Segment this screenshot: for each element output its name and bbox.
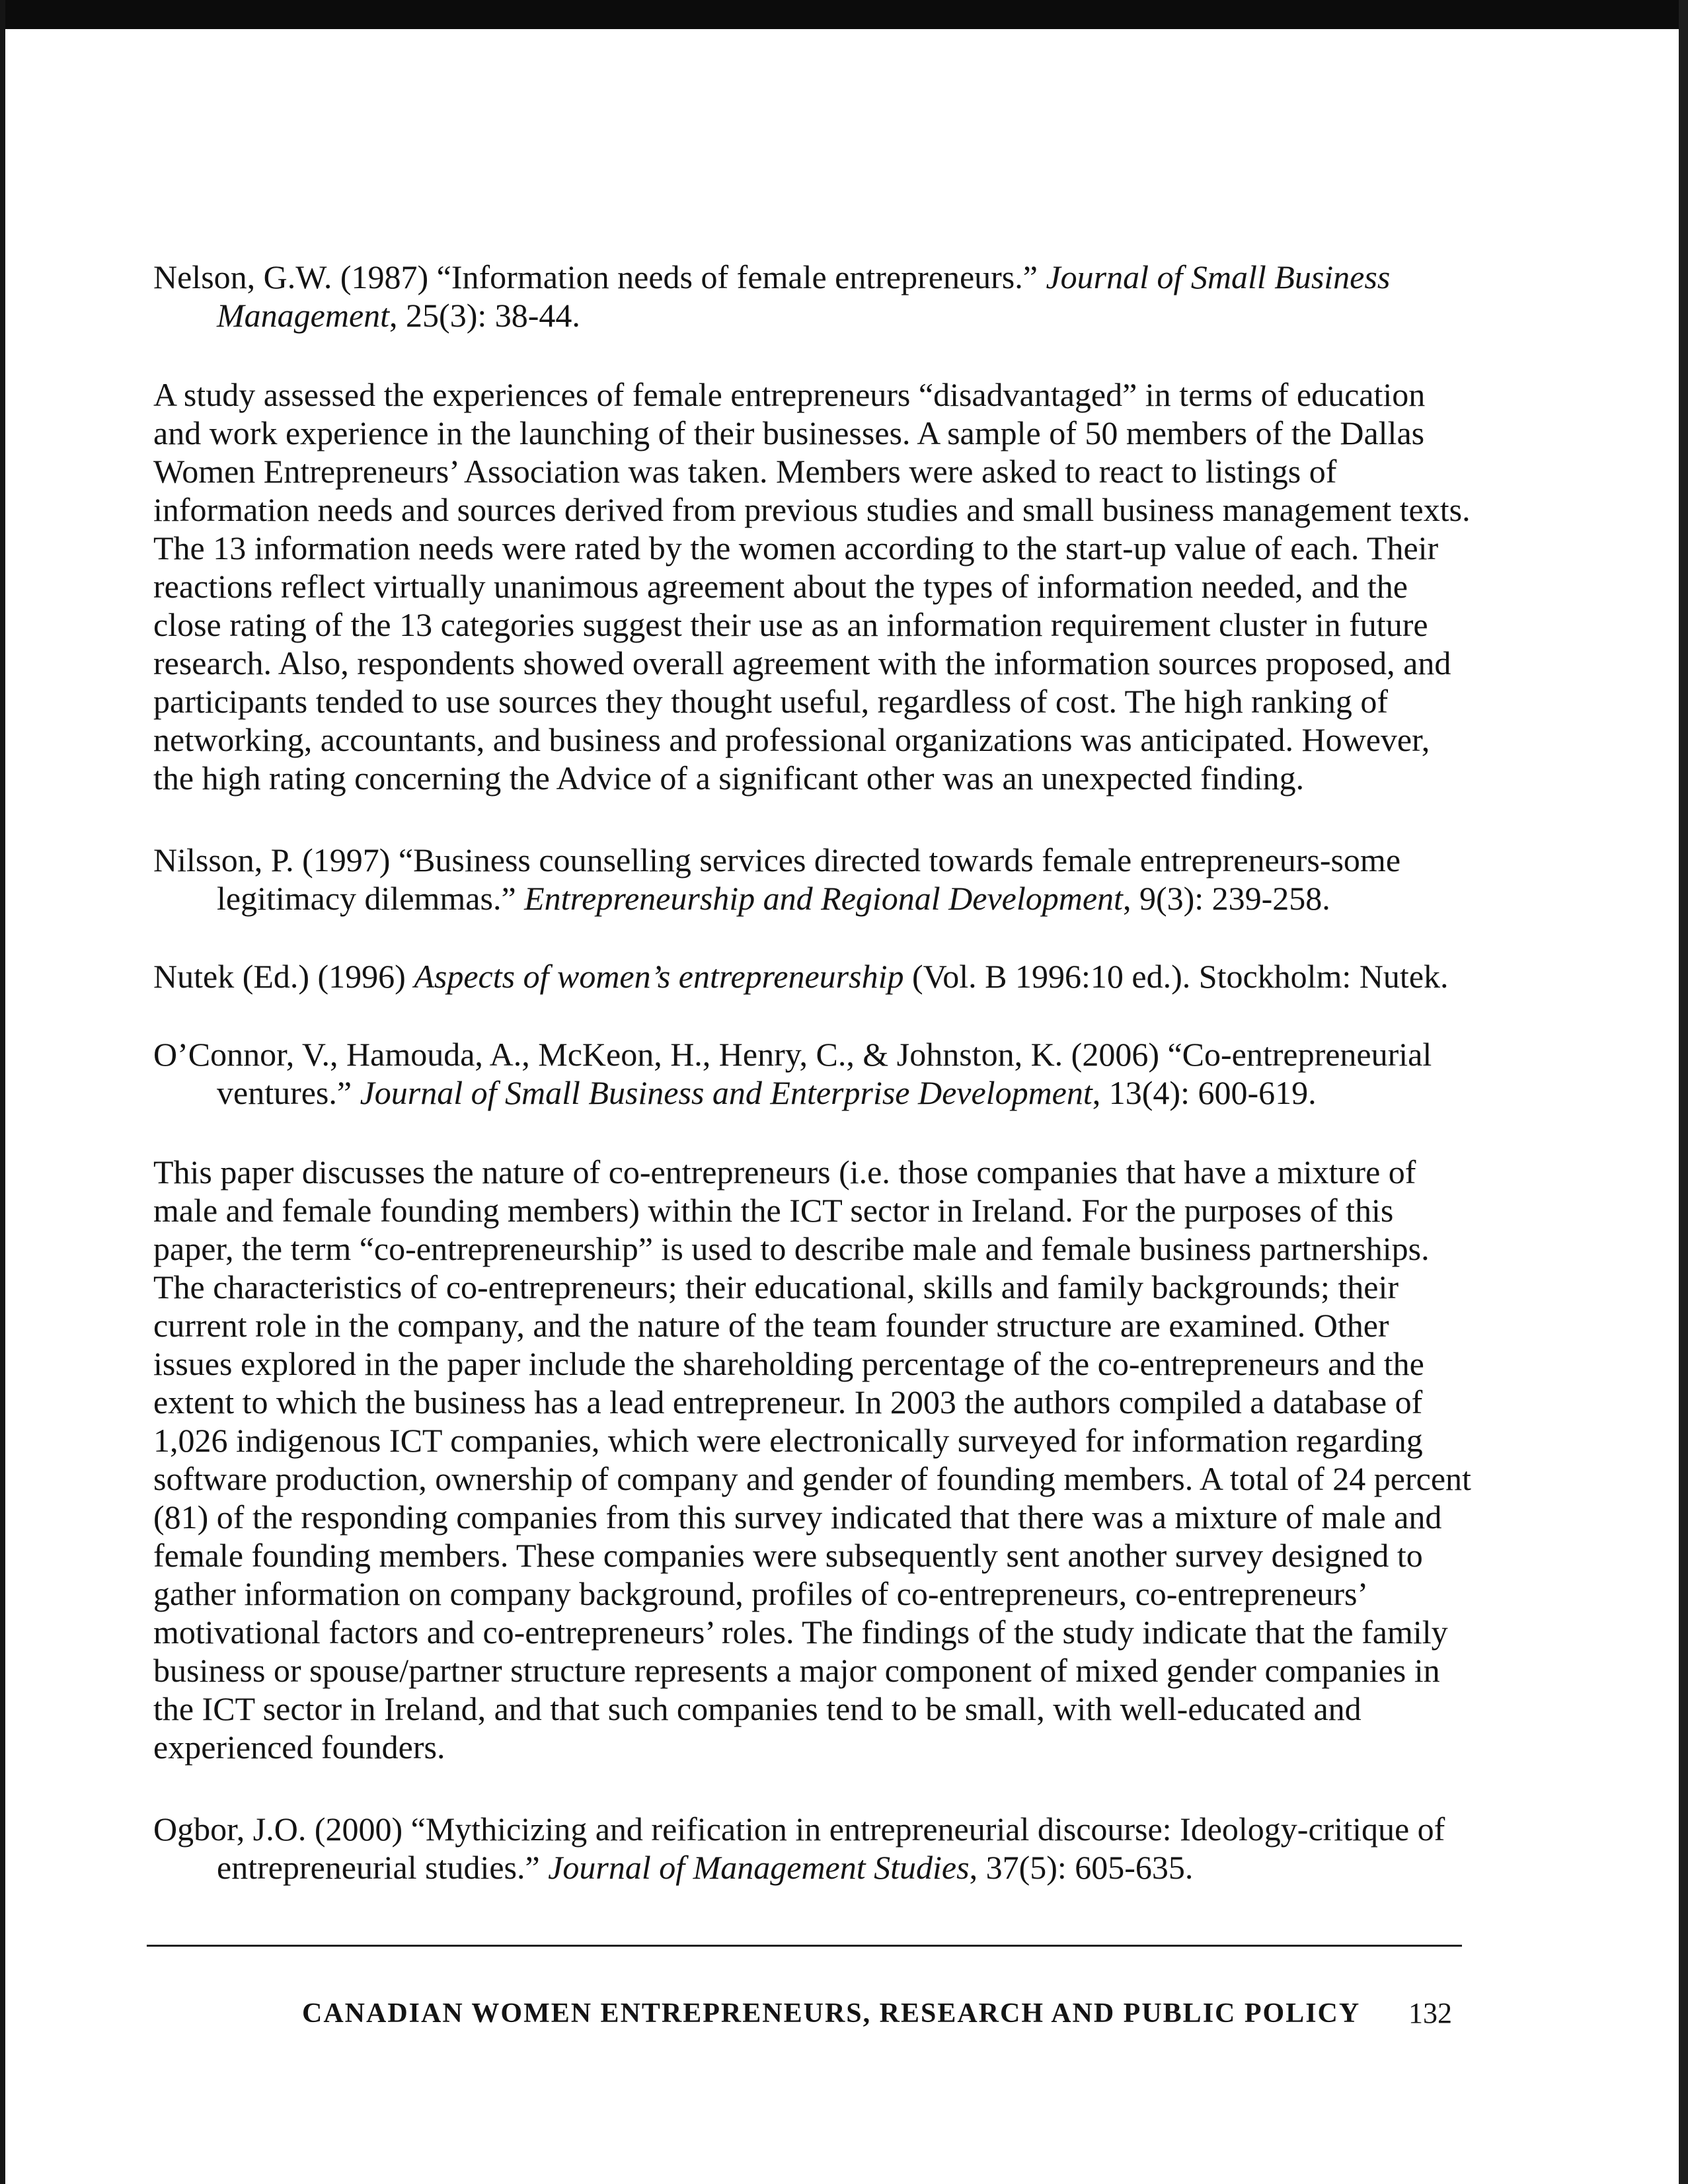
book-title: Aspects of women’s entrepreneurship: [414, 958, 904, 995]
reference-entry: Nilsson, P. (1997) “Business counselling services directed towards female entrepreneurs-some legitimacy dilemmas.” Entrepreneurship and Regional Development, 9(3): 239-258.: [153, 841, 1401, 917]
footer-title: CANADIAN WOMEN ENTREPRENEURS, RESEARCH AND PUBLIC POLICY: [302, 1998, 1361, 2029]
reference-entry: Ogbor, J.O. (2000) “Mythicizing and reification in entrepreneurial discourse: Ideology-critique of entrepreneurial studies.” Journal of Management Studies, 37(5): 605-635.: [153, 1811, 1445, 1886]
scan-edge-right: [1679, 0, 1688, 2184]
reference-entry: Nutek (Ed.) (1996) Aspects of women’s entrepreneurship (Vol. B 1996:10 ed.). Stockholm: Nutek.: [153, 958, 1449, 995]
reference-abstract: This paper discusses the nature of co-entrepreneurs (i.e. those companies that have a mixture of male and female founding members) within the ICT sector in Ireland. For the purposes of this paper, the term “co-entrepreneurship” is used to describe male and female business partnerships. The characteristics of co-entrepreneurs; their educational, skills and family backgrounds; their current role in the company, and the nature of the team founder structure are examined. Other issues explored in the paper include the shareholding percentage of the co-entrepreneurs and the extent to which the business has a lead entrepreneur. In 2003 the authors compiled a database of 1,026 indigenous ICT companies, which were electronically surveyed for information regarding software production, ownership of company and gender of founding members. A total of 24 percent (81) of the responding companies from this survey indicated that there was a mixture of male and female founding members. These companies were subsequently sent another survey designed to gather information on company background, profiles of co-entrepreneurs, co-entrepreneurs’ motivational factors and co-entrepreneurs’ roles. The findings of the study indicate that the family business or spouse/partner structure represents a major component of mixed gender companies in the ICT sector in Ireland, and that such companies tend to be small, with well-educated and experienced founders.: [153, 1153, 1471, 1766]
footer-divider: [147, 1945, 1462, 1947]
journal-title: Journal of Small Business and Enterprise Development: [360, 1074, 1093, 1111]
reference-entry: Nelson, G.W. (1987) “Information needs of female entrepreneurs.” Journal of Small Business Management, 25(3): 38-44.: [153, 258, 1391, 334]
journal-title: Journal of Management Studies: [548, 1849, 970, 1886]
page-number: 132: [1408, 1997, 1452, 2029]
scan-edge-top: [0, 0, 1688, 29]
scan-edge-left: [0, 0, 5, 2184]
page-body: [153, 258, 1475, 1926]
journal-title: Entrepreneurship and Regional Development: [524, 880, 1123, 917]
journal-title: Journal of Small Business Management: [217, 258, 1391, 334]
reference-abstract: A study assessed the experiences of female entrepreneurs “disadvantaged” in terms of education and work experience in the launching of their businesses. A sample of 50 members of the Dallas Women Entrepreneurs’ Association was taken. Members were asked to react to listings of information needs and sources derived from previous studies and small business management texts. The 13 information needs were rated by the women according to the start-up value of each. Their reactions reflect virtually unanimous agreement about the types of information needed, and the close rating of the 13 categories suggest their use as an information requirement cluster in future research. Also, respondents showed overall agreement with the information sources proposed, and participants tended to use sources they thought useful, regardless of cost. The high ranking of networking, accountants, and business and professional organizations was anticipated. However, the high rating concerning the Advice of a significant other was an unexpected finding.: [153, 376, 1471, 797]
reference-entry: O’Connor, V., Hamouda, A., McKeon, H., Henry, C., & Johnston, K. (2006) “Co-entrepreneurial ventures.” Journal of Small Business and Enterprise Development, 13(4): 600-619.: [153, 1036, 1432, 1111]
